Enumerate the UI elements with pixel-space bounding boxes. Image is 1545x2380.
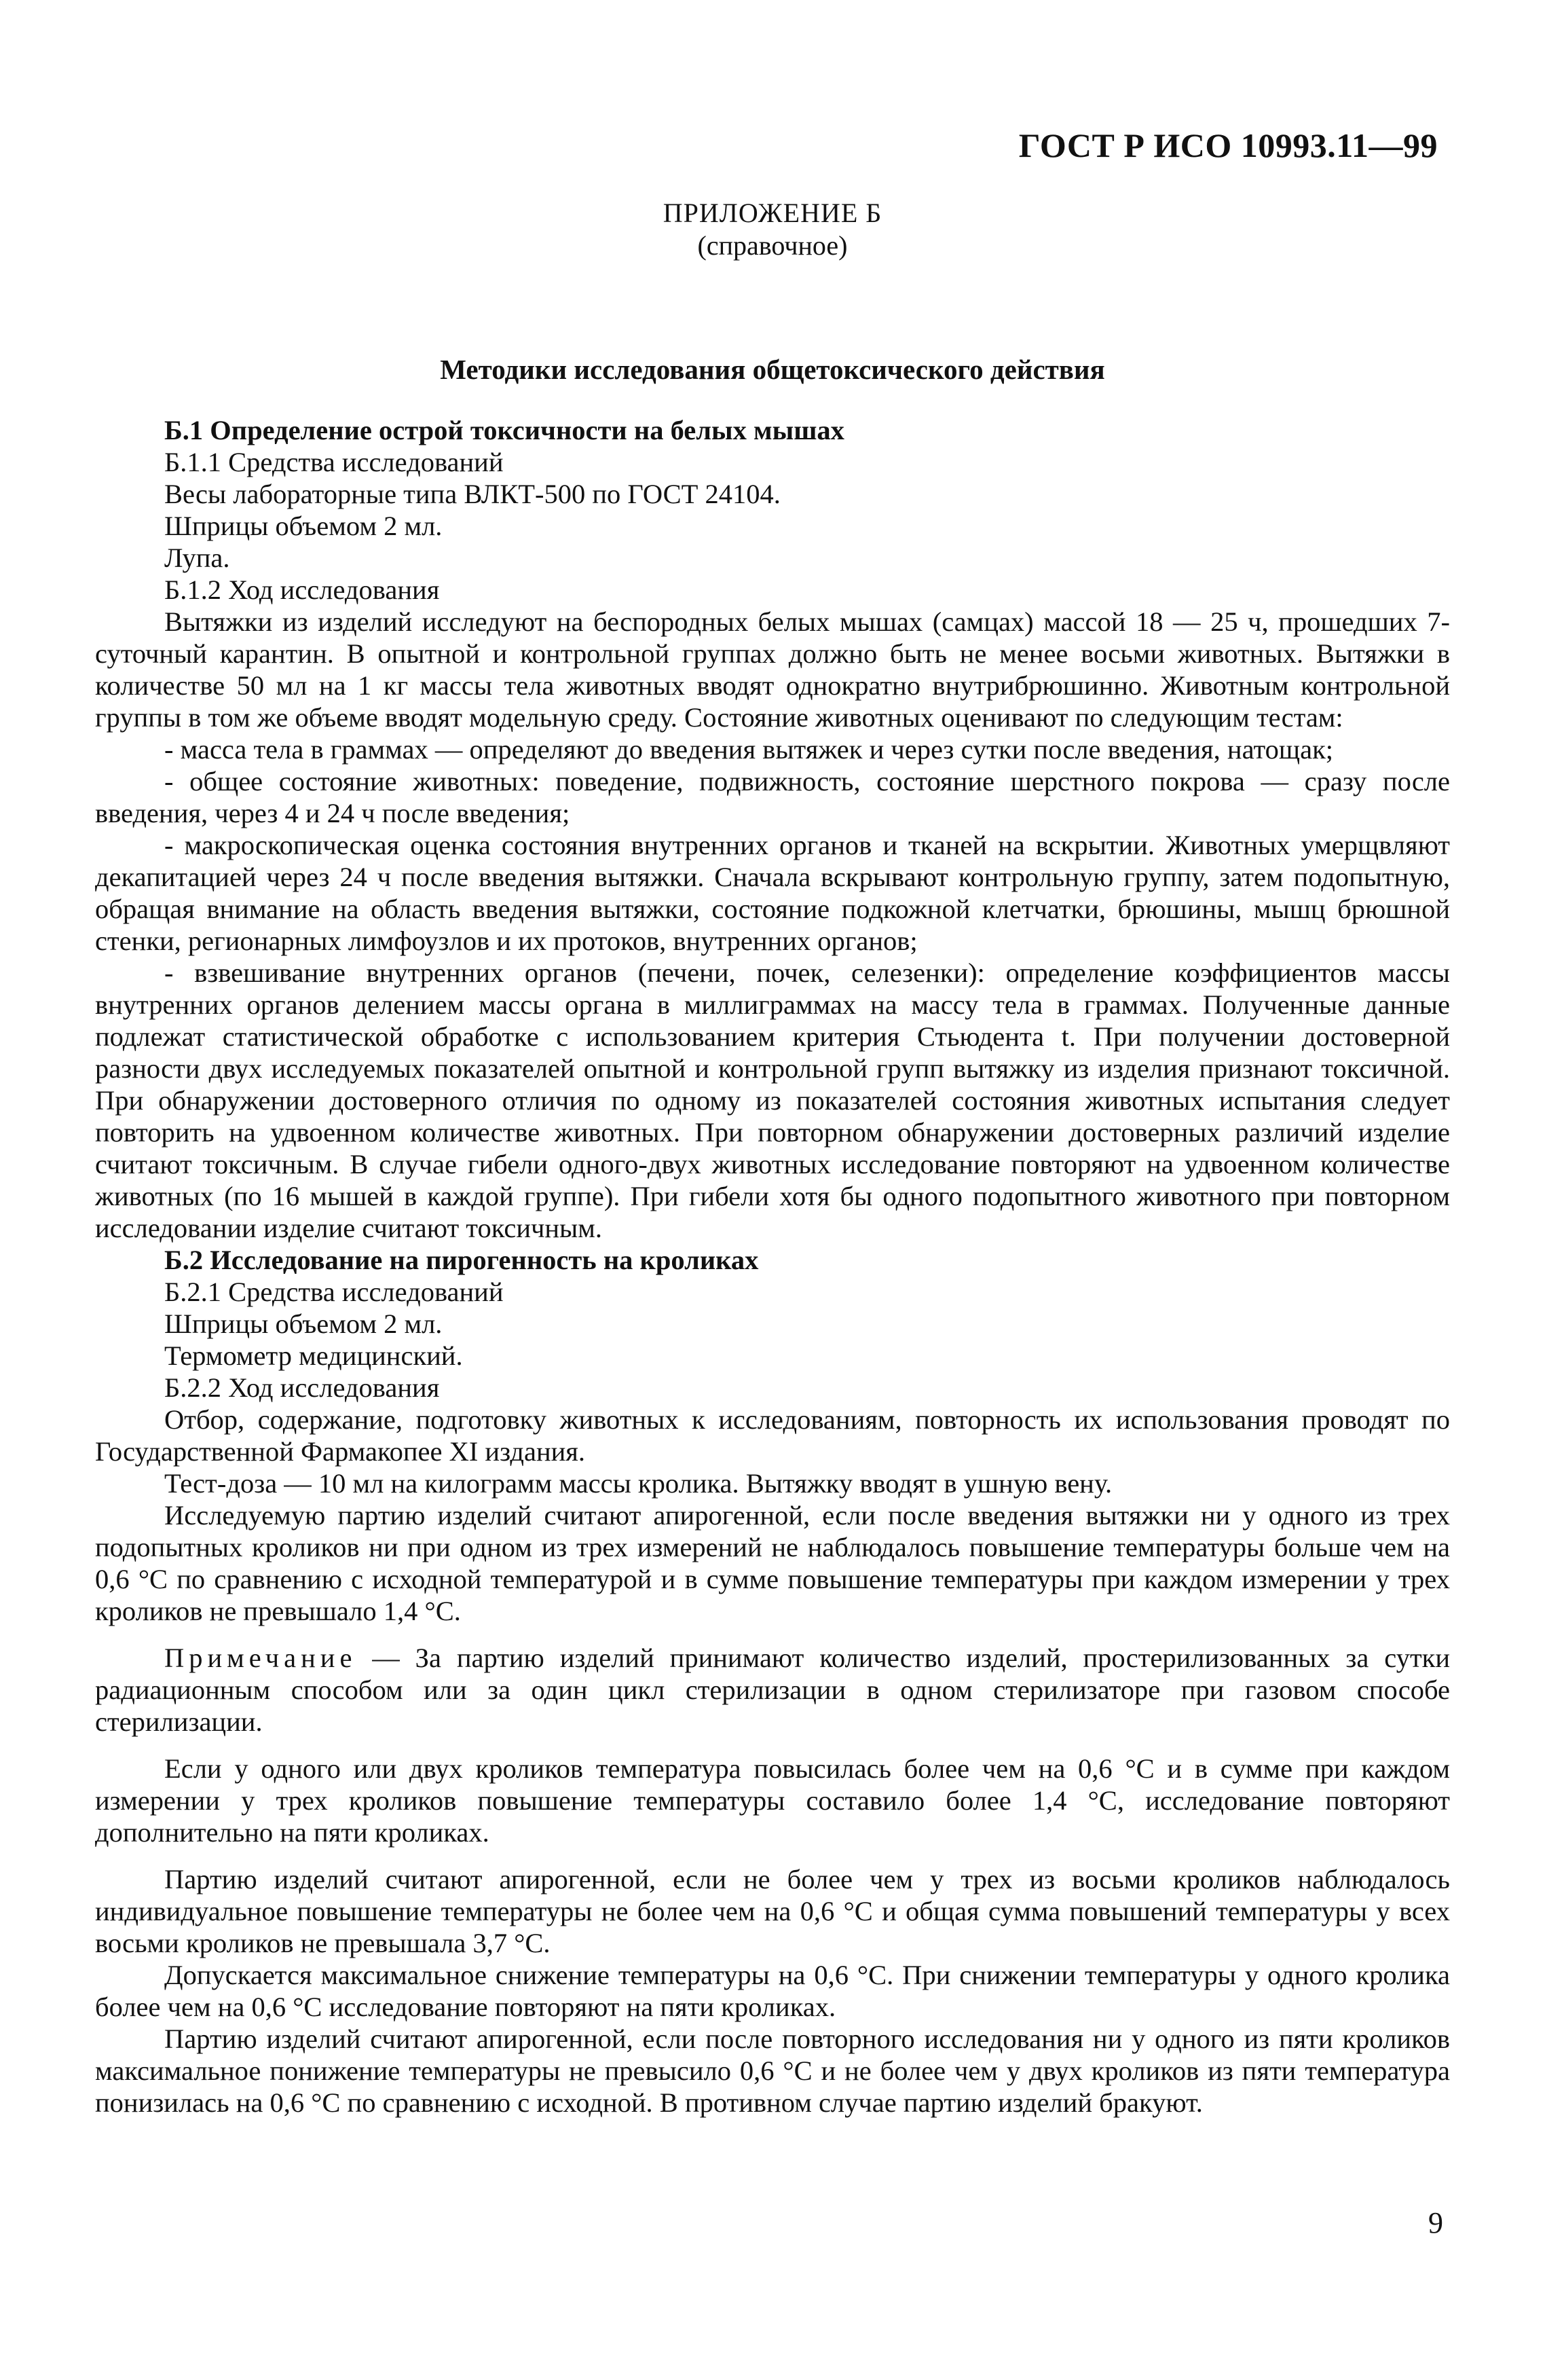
paragraph: Исследуемую партию изделий считают апирогенной, если после введения вытяжки ни у одного из трех подопытных кроликов ни при одном из трех измерений не наблюдалось повышение температуры больше чем на 0,6 °С по сравнению с исходной температурой и в сумме повышение температуры при каждом измерении у трех кроликов не превышало 1,4 °С.: [95, 1500, 1450, 1626]
paragraph: Вытяжки из изделий исследуют на беспородных белых мышах (самцах) массой 18 — 25 ч, прошедших 7-суточный карантин. В опытной и контрольной группах должно быть не менее восьми животных. Вытяжки в количестве 50 мл на 1 кг массы тела животных вводят однократно внутрибрюшинно. Животным контрольной группы в том же объеме вводят модельную среду. Состояние животных оценивают по следующим тестам:: [95, 606, 1450, 733]
appendix-title: ПРИЛОЖЕНИЕ Б: [663, 198, 882, 228]
paragraph: - общее состояние животных: поведение, подвижность, состояние шерстного покрова — сразу после введения, через 4 и 24 ч после введения;: [95, 766, 1450, 828]
section-b2-1-heading: Б.2.1 Средства исследований: [164, 1277, 504, 1307]
main-title: Методики исследования общетоксического действия: [440, 354, 1105, 385]
note: [95, 1642, 1450, 1738]
equipment-item: Термометр медицинский.: [164, 1340, 463, 1371]
paragraph: - макроскопическая оценка состояния внутренних органов и тканей на вскрытии. Животных умерщвляют декапитацией через 24 ч после введения вытяжки. Сначала вскрывают контрольную группу, затем подопытную, обращая внимание на область введения вытяжки, состояние подкожной клетчатки, брюшины, мышц брюшной стенки, регионарных лимфоузлов и их протоков, внутренних органов;: [95, 830, 1450, 956]
paragraph: Отбор, содержание, подготовку животных к исследованиям, повторность их использования проводят по Государственной Фармакопее XI издания.: [95, 1404, 1450, 1467]
document-body: [95, 414, 1450, 2119]
note-text: — За партию изделий принимают количество изделий, простерилизованных за сутки радиационным способом или за один цикл стерилизации в одном стерилизаторе при газовом способе стерилизации.: [95, 1643, 1450, 1737]
section-b1-2-heading: Б.1.2 Ход исследования: [164, 574, 440, 605]
section-b2-heading: Б.2 Исследование на пирогенность на кроликах: [164, 1245, 759, 1275]
paragraph: Партию изделий считают апирогенной, если после повторного исследования ни у одного из пяти кроликов максимальное понижение температуры не превысило 0,6 °С и не более чем у двух кроликов из пяти температура понизилась на 0,6 °С по сравнению с исходной. В противном случае партию изделий бракуют.: [95, 2024, 1450, 2118]
paragraph: Тест-доза — 10 мл на килограмм массы кролика. Вытяжку вводят в ушную вену.: [164, 1468, 1113, 1499]
standard-code: ГОСТ Р ИСО 10993.11—99: [1018, 126, 1438, 164]
equipment-item: Лупа.: [164, 543, 230, 573]
paragraph: Партию изделий считают апирогенной, если не более чем у трех из восьми кроликов наблюдалось индивидуальное повышение температуры не более чем на 0,6 °С и общая сумма повышений температуры у всех восьми кроликов не превышала 3,7 °С.: [95, 1864, 1450, 1958]
paragraph: - взвешивание внутренних органов (печени, почек, селезенки): определение коэффициентов массы внутренних органов делением массы органа в миллиграммах на массу тела в граммах. Полученные данные подлежат статистической обработке с использованием критерия Стьюдента t. При получении достоверной разности двух исследуемых показателей опытной и контрольной групп вытяжку из изделия признают токсичной. При обнаружении достоверного отличия по одному из показателей состояния животных испытания следует повторить на удвоенном количестве животных. При повторном обнаружении достоверных различий изделие считают токсичным. В случае гибели одного-двух животных исследование повторяют на удвоенном количестве животных (по 16 мышей в каждой группе). При гибели хотя бы одного подопытного животного при повторном исследовании изделие считают токсичным.: [95, 957, 1450, 1243]
equipment-item: Шприцы объемом 2 мл.: [164, 1308, 443, 1339]
equipment-item: Шприцы объемом 2 мл.: [164, 511, 443, 541]
appendix-subtitle: (справочное): [697, 230, 848, 261]
paragraph: Если у одного или двух кроликов температура повысилась более чем на 0,6 °С и в сумме при каждом измерении у трех кроликов повышение температуры составило более 1,4 °С, исследование повторяют дополнительно на пяти кроликах.: [95, 1753, 1450, 1848]
paragraph: - масса тела в граммах — определяют до введения вытяжек и через сутки после введения, натощак;: [164, 734, 1334, 765]
paragraph: Допускается максимальное снижение температуры на 0,6 °С. При снижении температуры у одного кролика более чем на 0,6 °С исследование повторяют на пяти кроликах.: [95, 1960, 1450, 2022]
section-b2-2-heading: Б.2.2 Ход исследования: [164, 1372, 440, 1403]
section-b1-heading: Б.1 Определение острой токсичности на белых мышах: [164, 415, 844, 445]
equipment-item: Весы лабораторные типа ВЛКТ-500 по ГОСТ 24104.: [164, 479, 781, 509]
page-number: 9: [1428, 2206, 1443, 2239]
note-label: Примечание: [164, 1643, 357, 1673]
section-b1-1-heading: Б.1.1 Средства исследований: [164, 447, 504, 477]
